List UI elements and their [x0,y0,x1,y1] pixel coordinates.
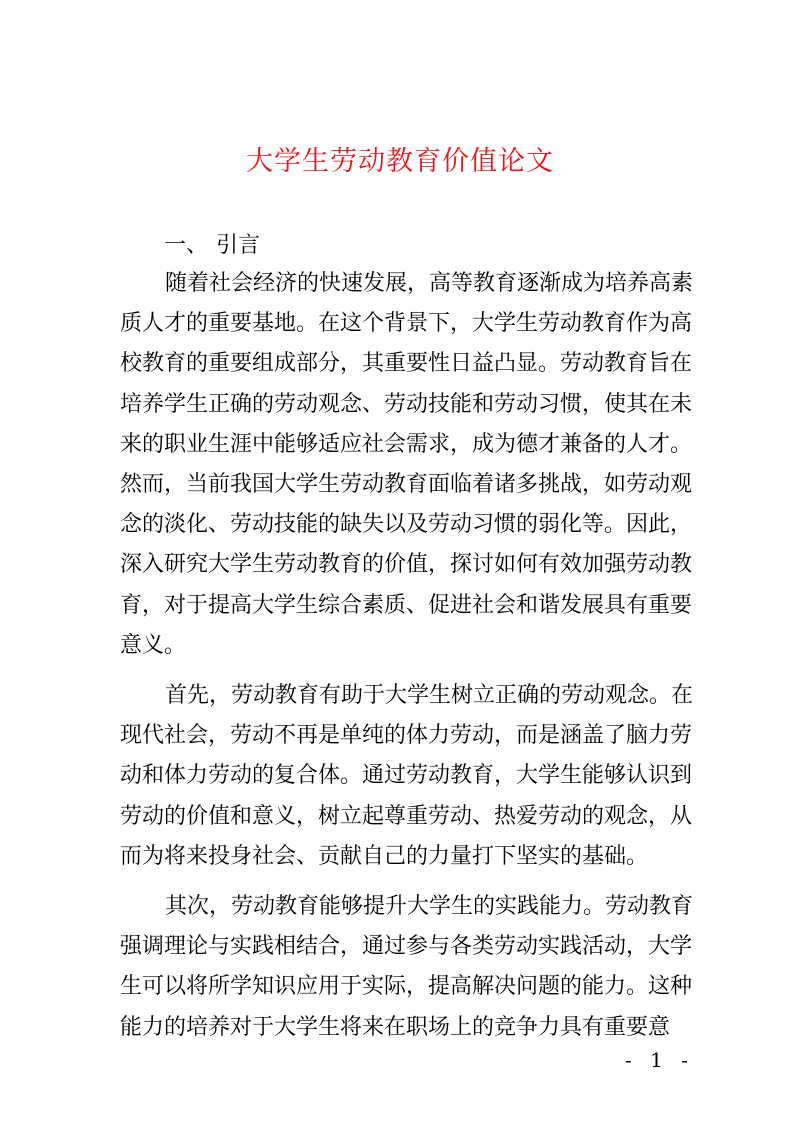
paragraph-line: 来的职业生涯中能够适应社会需求，成为德才兼备的人才。 [120,431,693,457]
page-number: - 1 - [625,1048,694,1072]
paragraph-line: 其次，劳动教育能够提升大学生的实践能力。劳动教育 [165,894,694,919]
paragraph-line: 意义。 [120,632,187,658]
paragraph-line: 强调理论与实践相结合，通过参与各类劳动实践活动，大学 [120,934,693,960]
paragraph-line: 而为将来投身社会、贡献自己的力量打下坚实的基础。 [120,843,649,869]
paragraph-line: 能力的培养对于大学生将来在职场上的竞争力具有重要意 [120,1014,671,1040]
paragraph-line: 生可以将所学知识应用于实际，提高解决问题的能力。这种 [120,974,693,1000]
paragraph-line: 首先，劳动教育有助于大学生树立正确的劳动观念。在 [165,683,694,708]
document-title: 大学生劳动教育价值论文 [246,146,554,177]
paragraph-line: 然而，当前我国大学生劳动教育面临着诸多挑战，如劳动观 [120,472,693,497]
paragraph-line: 现代社会，劳动不再是单纯的体力劳动，而是涵盖了脑力劳 [120,723,693,749]
paragraph-line: 培养学生正确的劳动观念、劳动技能和劳动习惯，使其在未 [120,391,693,417]
paragraph-line: 劳动的价值和意义，树立起尊重劳动、热爱劳动的观念，从 [120,803,693,829]
paragraph-line: 校教育的重要组成部分，其重要性日益凸显。劳动教育旨在 [120,351,693,377]
paragraph-line: 随着社会经济的快速发展，高等教育逐渐成为培养高素 [165,271,694,296]
paragraph-line: 念的淡化、劳动技能的缺失以及劳动习惯的弱化等。因此， [120,512,693,538]
paragraph-line: 动和体力劳动的复合体。通过劳动教育，大学生能够认识到 [120,763,693,789]
paragraph-line: 质人才的重要基地。在这个背景下，大学生劳动教育作为高 [120,311,693,337]
section-title: 引言 [216,233,261,258]
paragraph-line: 育，对于提高大学生综合素质、促进社会和谐发展具有重要 [120,592,693,618]
paragraph-line: 深入研究大学生劳动教育的价值，探讨如何有效加强劳动教 [120,552,693,578]
section-heading [164,228,260,264]
section-number: 一、 [164,233,209,258]
